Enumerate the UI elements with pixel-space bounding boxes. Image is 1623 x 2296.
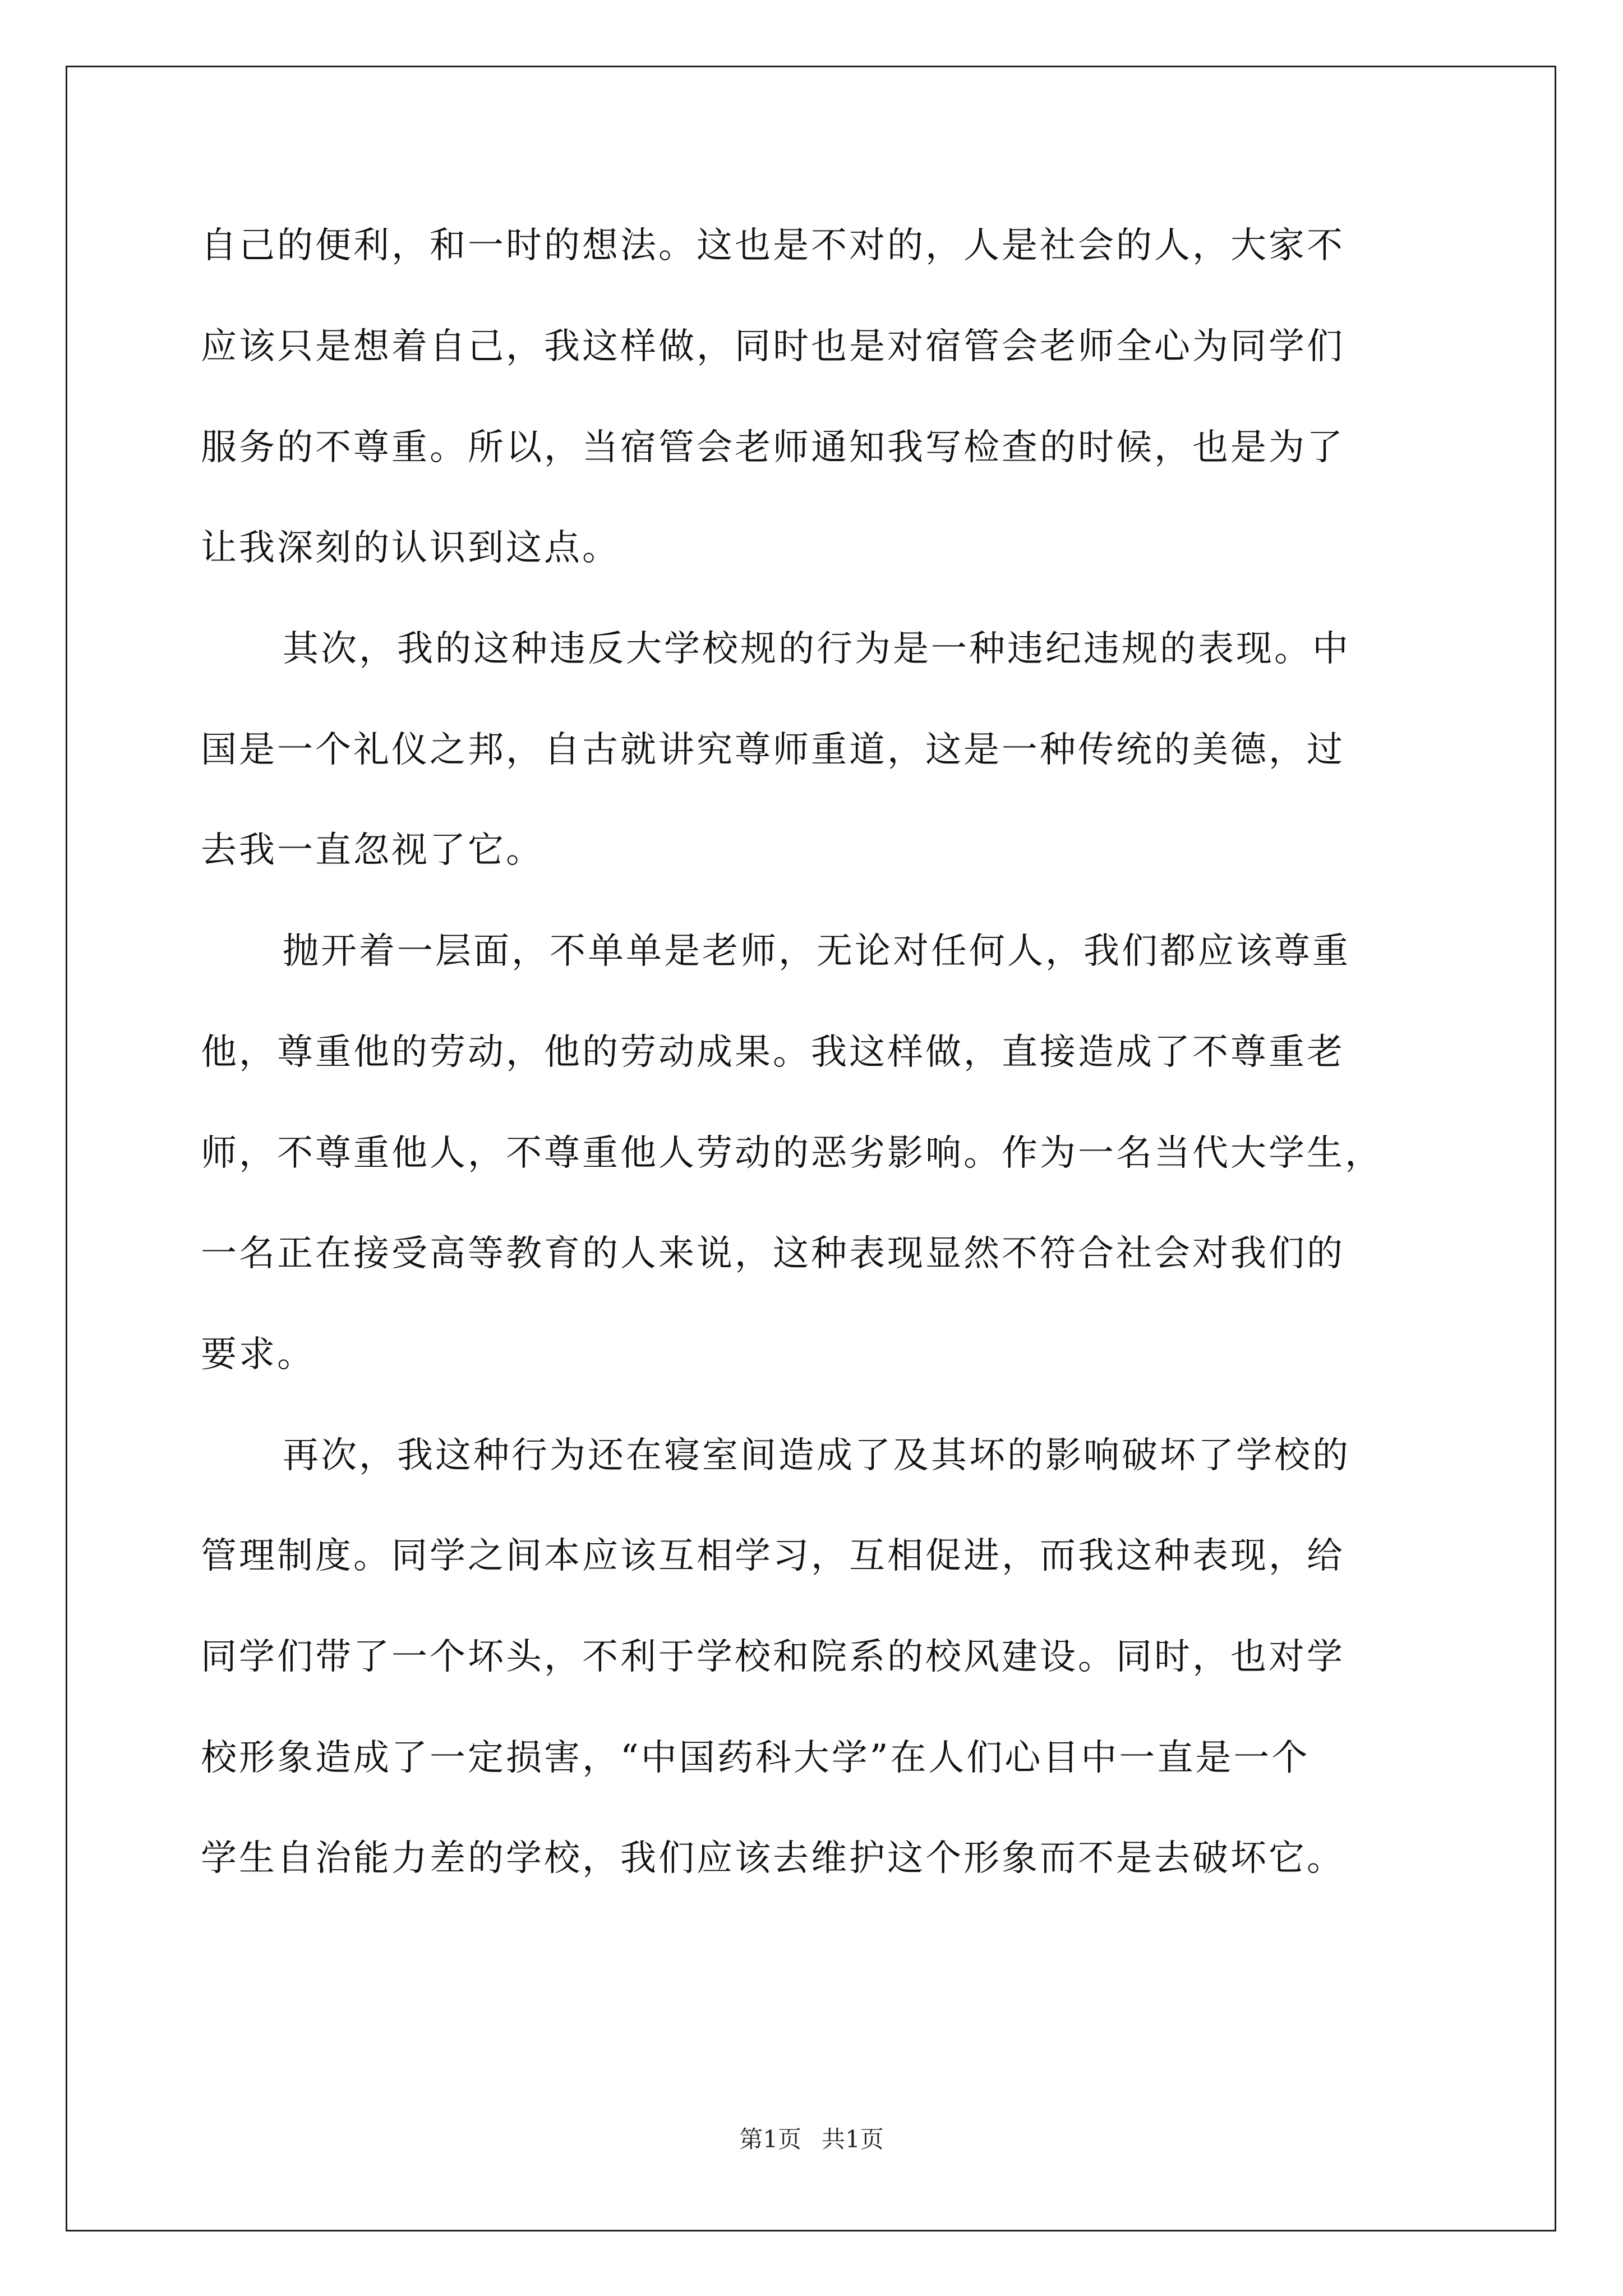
total-pages: 共1页 [822,2125,884,2153]
text-line: 他，尊重他的劳动，他的劳动成果。我这样做，直接造成了不尊重老 [201,1032,1345,1073]
text-line: 要求。 [201,1334,315,1375]
page-footer [0,2124,1623,2155]
paragraph-first-line: 抛开着一层面，不单单是老师，无论对任何人，我们都应该尊重 [283,931,1350,972]
paragraph-first-line: 再次，我这种行为还在寝室间造成了及其坏的影响破坏了学校的 [283,1435,1350,1476]
text-line: 国是一个礼仪之邦，自古就讲究尊师重道，这是一种传统的美德，过 [201,729,1345,771]
text-line: 校形象造成了一定损害，“中国药科大学”在人们心目中一直是一个 [201,1737,1310,1779]
text-line: 师，不尊重他人，不尊重他人劳动的恶劣影响。作为一名当代大学生， [201,1133,1383,1174]
text-line: 同学们带了一个坏头，不利于学校和院系的校风建设。同时，也对学 [201,1636,1345,1678]
text-line: 让我深刻的认识到这点。 [201,527,620,569]
text-line: 应该只是想着自己，我这样做，同时也是对宿管会老师全心为同学们 [201,326,1345,367]
text-line: 管理制度。同学之间本应该互相学习，互相促进，而我这种表现，给 [201,1535,1345,1577]
text-line: 服务的不尊重。所以，当宿管会老师通知我写检查的时候，也是为了 [201,427,1345,468]
text-line: 自己的便利，和一时的想法。这也是不对的，人是社会的人，大家不 [201,225,1345,266]
text-line: 去我一直忽视了它。 [201,830,544,871]
text-line: 学生自治能力差的学校，我们应该去维护这个形象而不是去破坏它。 [201,1838,1345,1879]
paragraph-first-line: 其次，我的这种违反大学校规的行为是一种违纪违规的表现。中 [283,628,1350,670]
text-line: 一名正在接受高等教育的人来说，这种表现显然不符合社会对我们的 [201,1233,1345,1274]
page-number: 第1页 [739,2125,801,2153]
